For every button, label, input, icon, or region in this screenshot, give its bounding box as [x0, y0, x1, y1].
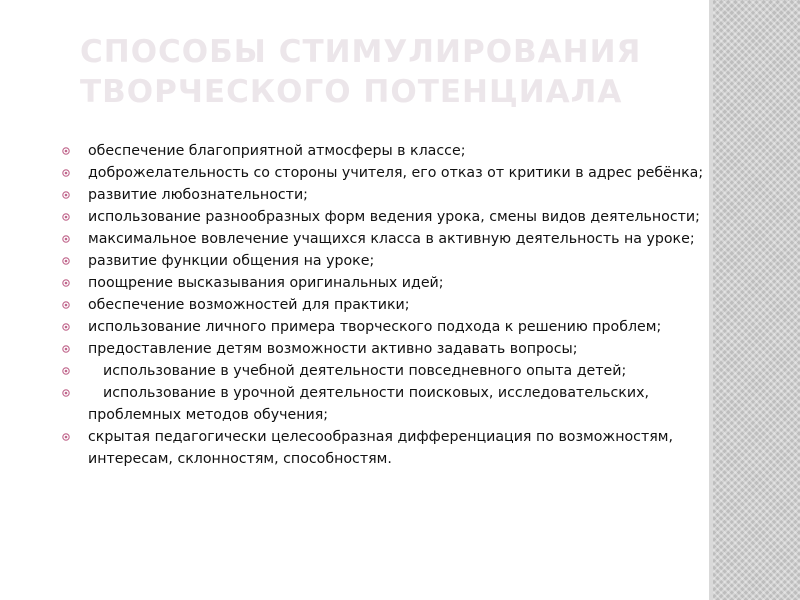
circle-target-icon	[62, 147, 70, 155]
bullet-item	[60, 140, 720, 162]
bullet-text: использование в учебной деятельности повседневного опыта детей;	[103, 363, 627, 379]
circle-target-icon	[62, 433, 70, 441]
bullet-item	[60, 382, 720, 426]
bullet-text: использование разнообразных форм ведения урока, смены видов деятельности;	[88, 209, 700, 225]
bullet-item	[60, 360, 720, 382]
bullet-item	[60, 250, 720, 272]
circle-target-icon	[62, 345, 70, 353]
bullet-list	[60, 140, 720, 470]
circle-target-icon	[62, 323, 70, 331]
bullet-text: поощрение высказывания оригинальных идей;	[88, 275, 444, 291]
circle-target-icon	[62, 235, 70, 243]
circle-target-icon	[62, 257, 70, 265]
bullet-text: использование в урочной деятельности поисковых, исследовательских, проблемных методов обучения;	[88, 385, 649, 423]
circle-target-icon	[62, 169, 70, 177]
bullet-text: доброжелательность со стороны учителя, его отказ от критики в адрес ребёнка;	[88, 165, 704, 181]
slide-title: СПОСОБЫ СТИМУЛИРОВАНИЯ ТВОРЧЕСКОГО ПОТЕНЦИАЛА	[80, 34, 642, 110]
bullet-text: предоставление детям возможности активно задавать вопросы;	[88, 341, 578, 357]
circle-target-icon	[62, 279, 70, 287]
circle-target-icon	[62, 301, 70, 309]
bullet-item	[60, 316, 720, 338]
bullet-item	[60, 162, 720, 184]
bullet-item	[60, 206, 720, 228]
circle-target-icon	[62, 213, 70, 221]
bullet-item	[60, 426, 720, 470]
bullet-text: развитие функции общения на уроке;	[88, 253, 375, 269]
bullet-text: обеспечение благоприятной атмосферы в классе;	[88, 143, 466, 159]
bullet-item	[60, 184, 720, 206]
bullet-item	[60, 338, 720, 360]
bullet-text: использование личного примера творческого подхода к решению проблем;	[88, 319, 662, 335]
bullet-text: скрытая педагогически целесообразная дифференциация по возможностям, интересам, склонностям, способностям.	[88, 429, 673, 467]
bullet-text: обеспечение возможностей для практики;	[88, 297, 410, 313]
circle-target-icon	[62, 191, 70, 199]
bullet-item	[60, 294, 720, 316]
bullet-item	[60, 272, 720, 294]
bullet-text: максимальное вовлечение учащихся класса в активную деятельность на уроке;	[88, 231, 695, 247]
circle-target-icon	[62, 389, 70, 397]
side-panel-pattern	[713, 0, 800, 600]
bullet-text: развитие любознательности;	[88, 187, 308, 203]
circle-target-icon	[62, 367, 70, 375]
bullet-item	[60, 228, 720, 250]
